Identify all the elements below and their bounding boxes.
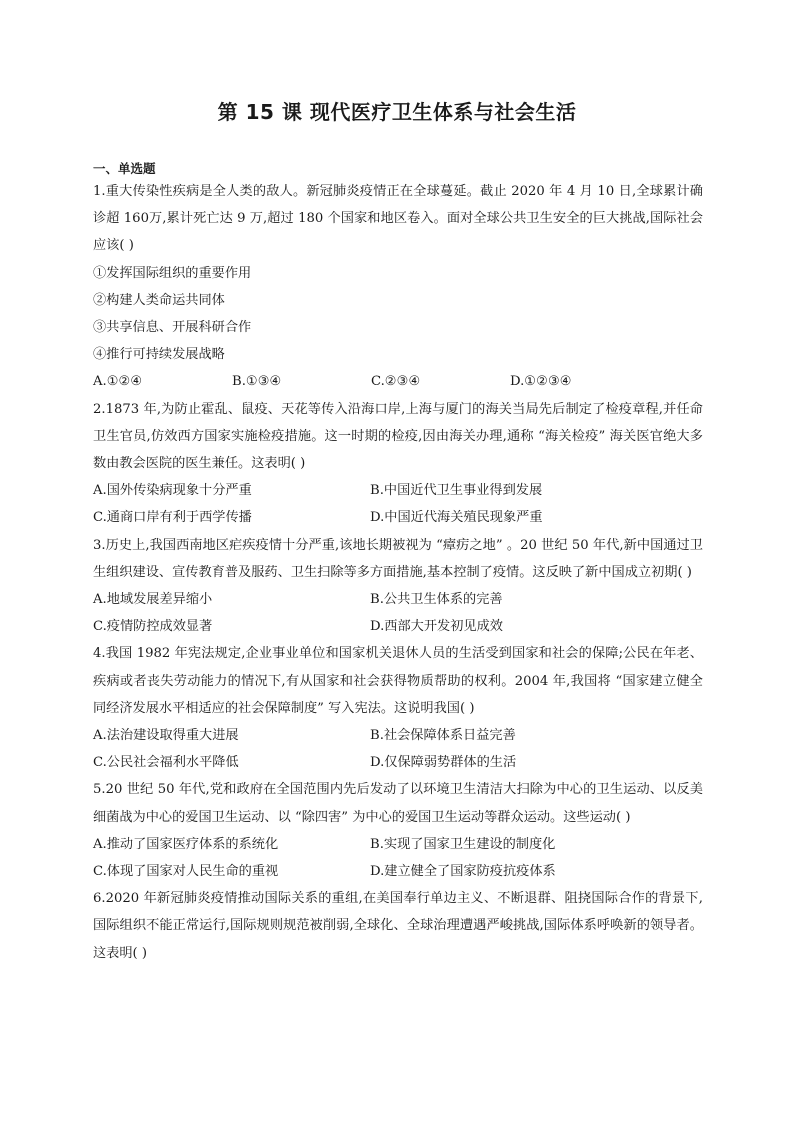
section-heading: 一、单选题	[93, 161, 156, 176]
option-b[interactable]: B.①③④	[232, 374, 282, 390]
answer-options	[93, 477, 703, 504]
statement-item: ③共享信息、开展科研合作	[93, 320, 252, 336]
statement-item: ①发挥国际组织的重要作用	[93, 265, 252, 281]
answer-options	[93, 504, 703, 531]
question-stem: 3.历史上,我国西南地区疟疾疫情十分严重,该地长期被视为 “瘴疠之地” 。20 世纪 50 年代,新中国通过卫生组织建设、宣传教育普及服药、卫生扫除等多方面措施,基本控制了疫情。这反映了新中国成立初期( )	[93, 537, 703, 580]
question-3	[93, 532, 703, 641]
option-b[interactable]: B.社会保障体系日益完善	[370, 728, 516, 744]
option-b[interactable]: B.实现了国家卫生建设的制度化	[370, 836, 556, 852]
answer-options	[93, 831, 703, 858]
option-d[interactable]: D.中国近代海关殖民现象严重	[370, 510, 543, 526]
option-d[interactable]: D.仅保障弱势群体的生活	[370, 755, 517, 771]
question-list	[93, 160, 703, 967]
option-a[interactable]: A.地域发展差异缩小	[93, 592, 213, 608]
statement-item: ②构建人类命运共同体	[93, 292, 225, 308]
question-4	[93, 640, 703, 776]
answer-options	[93, 722, 703, 749]
question-5	[93, 776, 703, 885]
question-stem: 1.重大传染性疾病是全人类的敌人。新冠肺炎疫情正在全球蔓延。截止 2020 年 4 月 10 日,全球累计确诊超 160万,累计死亡达 9 万,超过 180 个国家和地区卷入。面对全球公共卫生安全的巨大挑战,国际社会应该( )	[93, 184, 703, 254]
answer-options	[93, 586, 703, 613]
question-6	[93, 885, 703, 967]
option-d[interactable]: D.①②③④	[510, 374, 572, 390]
answer-options	[93, 613, 703, 640]
answer-options	[93, 368, 703, 395]
option-c[interactable]: C.公民社会福利水平降低	[93, 755, 239, 771]
question-stem: 5.20 世纪 50 年代,党和政府在全国范围内先后发动了以环境卫生清洁大扫除为中心的卫生运动、以反美细菌战为中心的爱国卫生运动、以 “除四害” 为中心的爱国卫生运动等群众运动。这些运动( )	[93, 782, 703, 825]
option-b[interactable]: B.中国近代卫生事业得到发展	[370, 483, 543, 499]
option-d[interactable]: D.西部大开发初见成效	[370, 619, 503, 635]
question-1	[93, 178, 703, 396]
option-c[interactable]: C.体现了国家对人民生命的重视	[93, 864, 279, 880]
option-c[interactable]: C.疫情防控成效显著	[93, 619, 213, 635]
page-title: 第 15 课 现代医疗卫生体系与社会生活	[217, 100, 577, 124]
option-d[interactable]: D.建立健全了国家防疫抗疫体系	[370, 864, 556, 880]
option-a[interactable]: A.法治建设取得重大进展	[93, 728, 239, 744]
answer-options	[93, 858, 703, 885]
option-b[interactable]: B.公共卫生体系的完善	[370, 592, 503, 608]
statement-item: ④推行可持续发展战略	[93, 347, 225, 363]
option-a[interactable]: A.①②④	[93, 374, 143, 390]
question-2	[93, 396, 703, 532]
question-stem: 6.2020 年新冠肺炎疫情推动国际关系的重组,在美国奉行单边主义、不断退群、阻挠国际合作的背景下,国际组织不能正常运行,国际规则规范被削弱,全球化、全球治理遭遇严峻挑战,国际体系呼唤新的领导者。这表明( )	[93, 891, 703, 961]
answer-options	[93, 749, 703, 776]
option-a[interactable]: A.推动了国家医疗体系的系统化	[93, 836, 279, 852]
question-stem: 2.1873 年,为防止霍乱、鼠疫、天花等传入沿海口岸,上海与厦门的海关当局先后制定了检疫章程,并任命卫生官员,仿效西方国家实施检疫措施。这一时期的检疫,因由海关办理,通称 “海关检疫” 海关医官绝大多数由教会医院的医生兼任。这表明( )	[93, 401, 703, 472]
option-c[interactable]: C.通商口岸有利于西学传播	[93, 510, 252, 526]
option-c[interactable]: C.②③④	[371, 374, 421, 390]
option-a[interactable]: A.国外传染病现象十分严重	[93, 483, 252, 499]
question-stem: 4.我国 1982 年宪法规定,企业事业单位和国家机关退休人员的生活受到国家和社会的保障;公民在年老、疾病或者丧失劳动能力的情况下,有从国家和社会获得物质帮助的权利。2004 年,我国将 “国家建立健全同经济发展水平相适应的社会保障制度” 写入宪法。这说明我国( )	[93, 646, 703, 716]
